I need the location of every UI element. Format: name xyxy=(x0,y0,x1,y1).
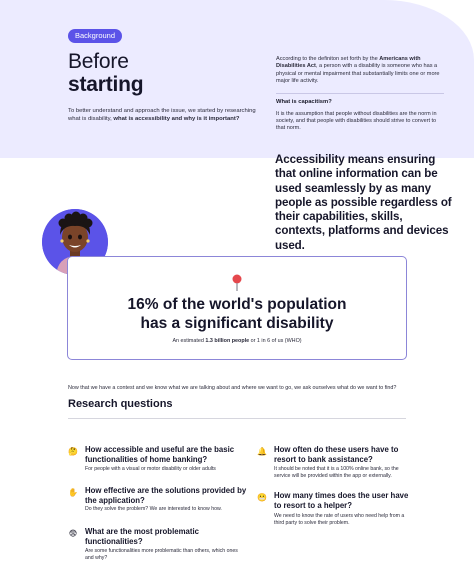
definition-rest: , a person with a disability is someone who has a physical or mental impairment that substantially limits one or more major life activity. xyxy=(276,63,440,85)
worried-face-icon: 😨 xyxy=(68,529,78,538)
intro-bold-text: what is accessibility and why is it important? xyxy=(113,115,240,122)
intro-paragraph xyxy=(68,108,260,123)
page-title-line2: starting xyxy=(68,73,144,96)
note-pre: An estimated xyxy=(172,338,206,344)
divider xyxy=(68,418,406,419)
definition-act: Americans with Disabilities Act xyxy=(276,56,421,70)
statistic-title-line2: has a significant disability xyxy=(140,315,334,332)
question-title: What are the most problematic functionalities? xyxy=(85,527,199,546)
thinking-face-icon: 🤔 xyxy=(68,447,78,456)
question-desc: For people with a visual or motor disability or older adults xyxy=(85,466,216,472)
statistic-title-line1: 16% of the world's population xyxy=(127,296,347,313)
section-badge: Background xyxy=(68,29,122,43)
note-post: or 1 in 6 of us (WHO) xyxy=(249,338,302,344)
grimacing-face-icon: 😬 xyxy=(257,493,267,502)
question-desc: Do they solve the problem? We are interested to know how. xyxy=(85,506,222,512)
question-title: How many times does the user have to resort to a helper? xyxy=(274,491,409,510)
divider xyxy=(276,93,444,94)
question-title: How accessible and useful are the basic functionalities of home banking? xyxy=(85,445,235,464)
question-title: How often do these users have to resort to bank assistance? xyxy=(274,445,399,464)
accessibility-statement: Accessibility means ensuring that online information can be used seamlessly by as many people as possible regardless of their capabilities, skills, contexts, platforms and devices used. xyxy=(275,153,452,252)
question-desc: Are some functionalities more problematic than others, which ones and why? xyxy=(85,548,238,561)
statistic-note xyxy=(67,338,407,344)
capacitism-question: What is capacitism? xyxy=(276,99,332,105)
pin-icon xyxy=(231,274,243,292)
definition-lead: According to the definiton set forth by the xyxy=(276,56,380,62)
question-desc: It should be noted that it is a 100% online bank, so the service will be provided within the app or externally. xyxy=(274,466,399,479)
research-questions-title: Research questions xyxy=(68,398,173,410)
statistic-title xyxy=(67,295,407,333)
intro-text: To better understand and approach the issue, we started by researching what is disability, xyxy=(68,108,256,122)
bell-icon: 🔔 xyxy=(257,447,267,456)
capacitism-answer: It is the assumption that people without disabilities are the norm in society, and that people with disabilities should strive to convert to that norm. xyxy=(276,111,437,132)
page-title-line1: Before xyxy=(68,50,129,73)
research-lead: Now that we have a contest and we know what we are talking about and where we want to go, we ask ourselves what do we want to find? xyxy=(68,385,397,391)
note-bold: 1.3 billion people xyxy=(205,338,250,344)
ada-definition xyxy=(276,56,446,86)
raised-hand-icon: ✋ xyxy=(68,488,78,497)
question-desc: We need to know the rate of users who need help from a third party to solve their problem. xyxy=(274,513,405,526)
question-title: How effective are the solutions provided by the application? xyxy=(85,486,247,505)
